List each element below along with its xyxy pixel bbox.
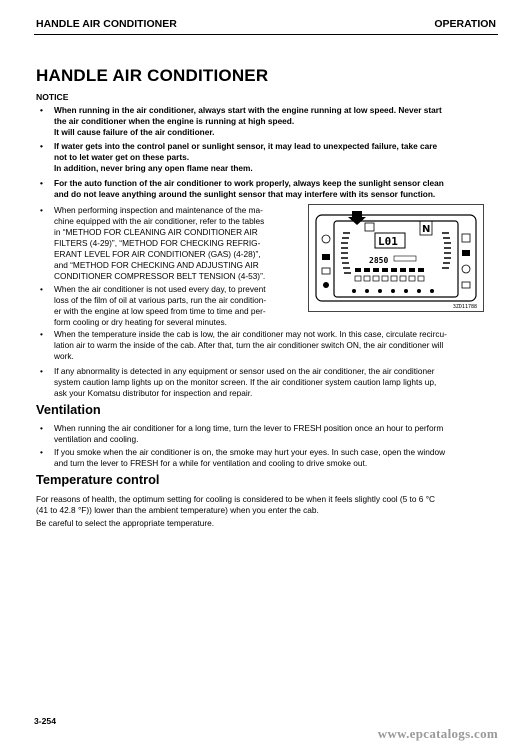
text-line: and do not leave anything around the sunlight sensor that may interfere with its sensor function. <box>54 189 436 199</box>
text-line: not to let water get on these parts. <box>54 152 190 162</box>
bullet-icon: • <box>40 423 43 433</box>
bullet-icon: • <box>40 329 43 339</box>
text-line: form cooling or dry heating for several minutes. <box>54 317 227 327</box>
text-line: If any abnormality is detected in any equipment or sensor used on the air conditioner, the air conditioner <box>54 366 435 376</box>
abnormality-item <box>40 366 490 399</box>
text-line: er with the engine at low speed from time to time and per- <box>54 306 266 316</box>
ventilation-heading: Ventilation <box>36 402 101 417</box>
text-line: lation air to warm the inside of the cab. After that, turn the air conditioner switch ON, the air conditioner will <box>54 340 444 350</box>
text-line: CONDITIONER COMPRESSOR BELT TENSION (4-53)”. <box>54 271 266 281</box>
text-line: system caution lamp lights up on the monitor screen. If the air conditioner system caution lamp lights up, <box>54 377 437 387</box>
bullet-icon: • <box>40 205 43 215</box>
text-line: chine equipped with the air conditioner, refer to the tables <box>54 216 265 226</box>
text-line: When running in the air conditioner, always start with the engine running at low speed. Never start <box>54 105 442 115</box>
text-line: in “METHOD FOR CLEANING AIR CONDITIONER AIR <box>54 227 258 237</box>
running-header <box>34 14 498 35</box>
ventilation-item-2 <box>40 447 490 469</box>
monitor-panel-figure <box>308 204 484 312</box>
text-line: For the auto function of the air conditioner to work properly, always keep the sunlight sensor clean <box>54 178 444 188</box>
watermark-text: www.epcatalogs.com <box>377 726 498 741</box>
text-line: When performing inspection and maintenance of the ma- <box>54 205 263 215</box>
bullet-icon: • <box>40 447 43 457</box>
text-line: and “METHOD FOR CHECKING AND ADJUSTING AIR <box>54 260 259 270</box>
numeric-readout: 2850 <box>369 256 389 265</box>
notice-item-2 <box>40 141 490 174</box>
bullet-icon: • <box>40 105 43 115</box>
notice-item-3 <box>40 178 490 200</box>
text-line: If you smoke when the air conditioner is on, the smoke may hurt your eyes. In such case, open the window <box>54 447 446 457</box>
text-line: For reasons of health, the optimum setting for cooling is considered to be when it feels slightly cool (5 to 6 °C <box>36 494 436 504</box>
figure-caption: 3ZD11788 <box>452 304 477 310</box>
text-line: When running the air conditioner for a long time, turn the lever to FRESH position once an hour to perform <box>54 423 444 433</box>
temperature-paragraph <box>36 494 486 516</box>
header-section-title: HANDLE AIR CONDITIONER <box>36 18 177 30</box>
daily-use-item <box>40 284 289 328</box>
low-temperature-item <box>40 329 490 362</box>
text-line: FILTERS (4-29)”, “METHOD FOR CHECKING REFRIG- <box>54 238 261 248</box>
text-line: loss of the film of oil at various parts, run the air condition- <box>54 295 267 305</box>
bullet-icon: • <box>40 141 43 151</box>
header-chapter-title: OPERATION <box>434 18 496 30</box>
text-line: (41 to 42.8 °F)) lower than the ambient temperature) when you enter the cab. <box>36 505 319 515</box>
temperature-heading: Temperature control <box>36 472 160 487</box>
notice-label: NOTICE <box>36 92 69 102</box>
text-line: ventilation and cooling. <box>54 434 139 444</box>
text-line: When the air conditioner is not used every day, to prevent <box>54 284 266 294</box>
page-number: 3-254 <box>34 716 56 726</box>
text-line: ERANT LEVEL FOR AIR CONDITIONER (GAS) (4-28)”, <box>54 249 261 259</box>
text-line: It will cause failure of the air conditioner. <box>54 127 215 137</box>
maintenance-reference-item <box>40 205 289 282</box>
bullet-icon: • <box>40 178 43 188</box>
bullet-icon: • <box>40 284 43 294</box>
notice-item-1 <box>40 105 490 138</box>
text-line: When the temperature inside the cab is low, the air conditioner may not work. In this case, circulate recircu- <box>54 329 447 339</box>
temperature-note: Be careful to select the appropriate temperature. <box>36 518 215 528</box>
text-line: ask your Komatsu distributor for inspection and repair. <box>54 388 253 398</box>
page-title: HANDLE AIR CONDITIONER <box>36 66 269 85</box>
ventilation-item-1 <box>40 423 490 445</box>
text-line: In addition, never bring any open flame near them. <box>54 163 253 173</box>
text-line: and turn the lever to FRESH for a while for ventilation and cooling to drive smoke out. <box>54 458 368 468</box>
bullet-icon: • <box>40 366 43 376</box>
mode-readout: L01 <box>378 235 398 248</box>
monitor-illustration <box>309 205 483 311</box>
text-line: the air conditioner when the engine is running at high speed. <box>54 116 295 126</box>
text-line: If water gets into the control panel or sunlight sensor, it may lead to unexpected failure, take care <box>54 141 438 151</box>
svg-text:N: N <box>422 224 431 235</box>
text-line: work. <box>54 351 74 361</box>
